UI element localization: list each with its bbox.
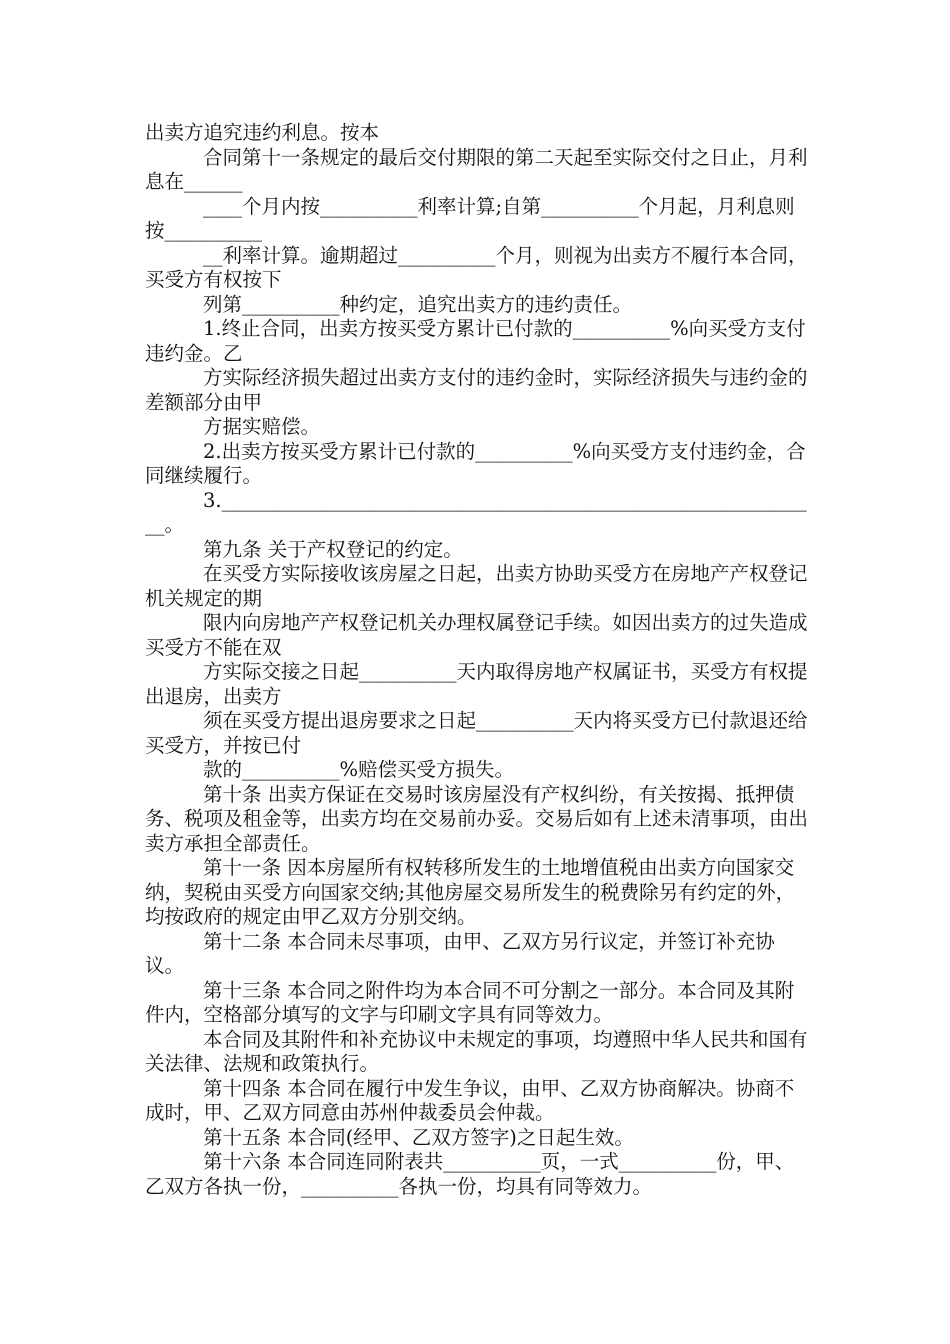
article-11: 第十一条 因本房屋所有权转移所发生的土地增值税由出卖方向国家交纳，契税由买受方向国家交纳;其他房屋交易所发生的税费除另有约定的外，均按政府的规定由甲乙双方分别交纳。 [145,856,796,928]
article-14: 第十四条 本合同在履行中发生争议，由甲、乙双方协商解决。协商不成时，甲、乙双方同意由苏州仲裁委员会仲裁。 [145,1076,795,1124]
paragraph-10: 3.______________________________________________________________。 [145,488,807,536]
article-16: 第十六条 本合同连同附表共__________页，一式__________份，甲、乙双方各执一份，__________各执一份，均具有同等效力。 [145,1150,795,1198]
paragraph-16: 款的__________%赔偿买受方损失。 [203,758,515,781]
paragraph-5: 列第__________种约定，追究出卖方的违约责任。 [203,292,633,316]
article-9-heading: 第九条 关于产权登记的约定。 [203,537,463,561]
article-15: 第十五条 本合同(经甲、乙双方签字)之日起生效。 [203,1125,634,1149]
paragraph-14: 方实际交接之日起__________天内取得房地产权属证书，买受方有权提出退房，出卖方 [145,660,808,708]
paragraph-13: 限内向房地产产权登记机关办理权属登记手续。如因出卖方的过失造成买受方不能在双 [145,611,808,659]
paragraph-8: 方据实赔偿。 [203,415,321,438]
article-12: 第十二条 本合同未尽事项，由甲、乙双方另行议定，并签订补充协议。 [145,929,775,977]
paragraph-7: 方实际经济损失超过出卖方支付的违约金时，实际经济损失与违约金的差额部分由甲 [145,366,808,414]
paragraph-21: 本合同及其附件和补充协议中未规定的事项，均遵照中华人民共和国有关法律、法规和政策执行。 [145,1027,808,1075]
paragraph-1: 出卖方追究违约利息。按本 [145,121,380,144]
article-13: 第十三条 本合同之附件均为本合同不可分割之一部分。本合同及其附件内，空格部分填写的文字与印刷文字具有同等效力。 [145,978,795,1026]
article-10: 第十条 出卖方保证在交易时该房屋没有产权纠纷，有关按揭、抵押债务、税项及租金等，出卖方均在交易前办妥。交易后如有上述未清事项，由出卖方承担全部责任。 [145,782,809,855]
paragraph-15: 须在买受方提出退房要求之日起__________天内将买受方已付款退还给买受方，并按已付 [145,709,808,757]
paragraph-4: __利率计算。逾期超过__________个月，则视为出卖方不履行本合同，买受方有权按下 [145,243,808,291]
paragraph-12: 在买受方实际接收该房屋之日起，出卖方协助买受方在房地产产权登记机关规定的期 [145,562,808,610]
paragraph-6: 1.终止合同，出卖方按买受方累计已付款的__________%向买受方支付违约金。乙 [145,317,806,365]
paragraph-9: 2.出卖方按买受方累计已付款的__________%向买受方支付违约金，合同继续履行。 [145,439,806,487]
paragraph-2: 合同第十一条规定的最后交付期限的第二天起至实际交付之日止，月利息在______ [145,145,808,193]
paragraph-3: ____个月内按__________利率计算;自第__________个月起，月利息则按__________ [145,194,795,242]
